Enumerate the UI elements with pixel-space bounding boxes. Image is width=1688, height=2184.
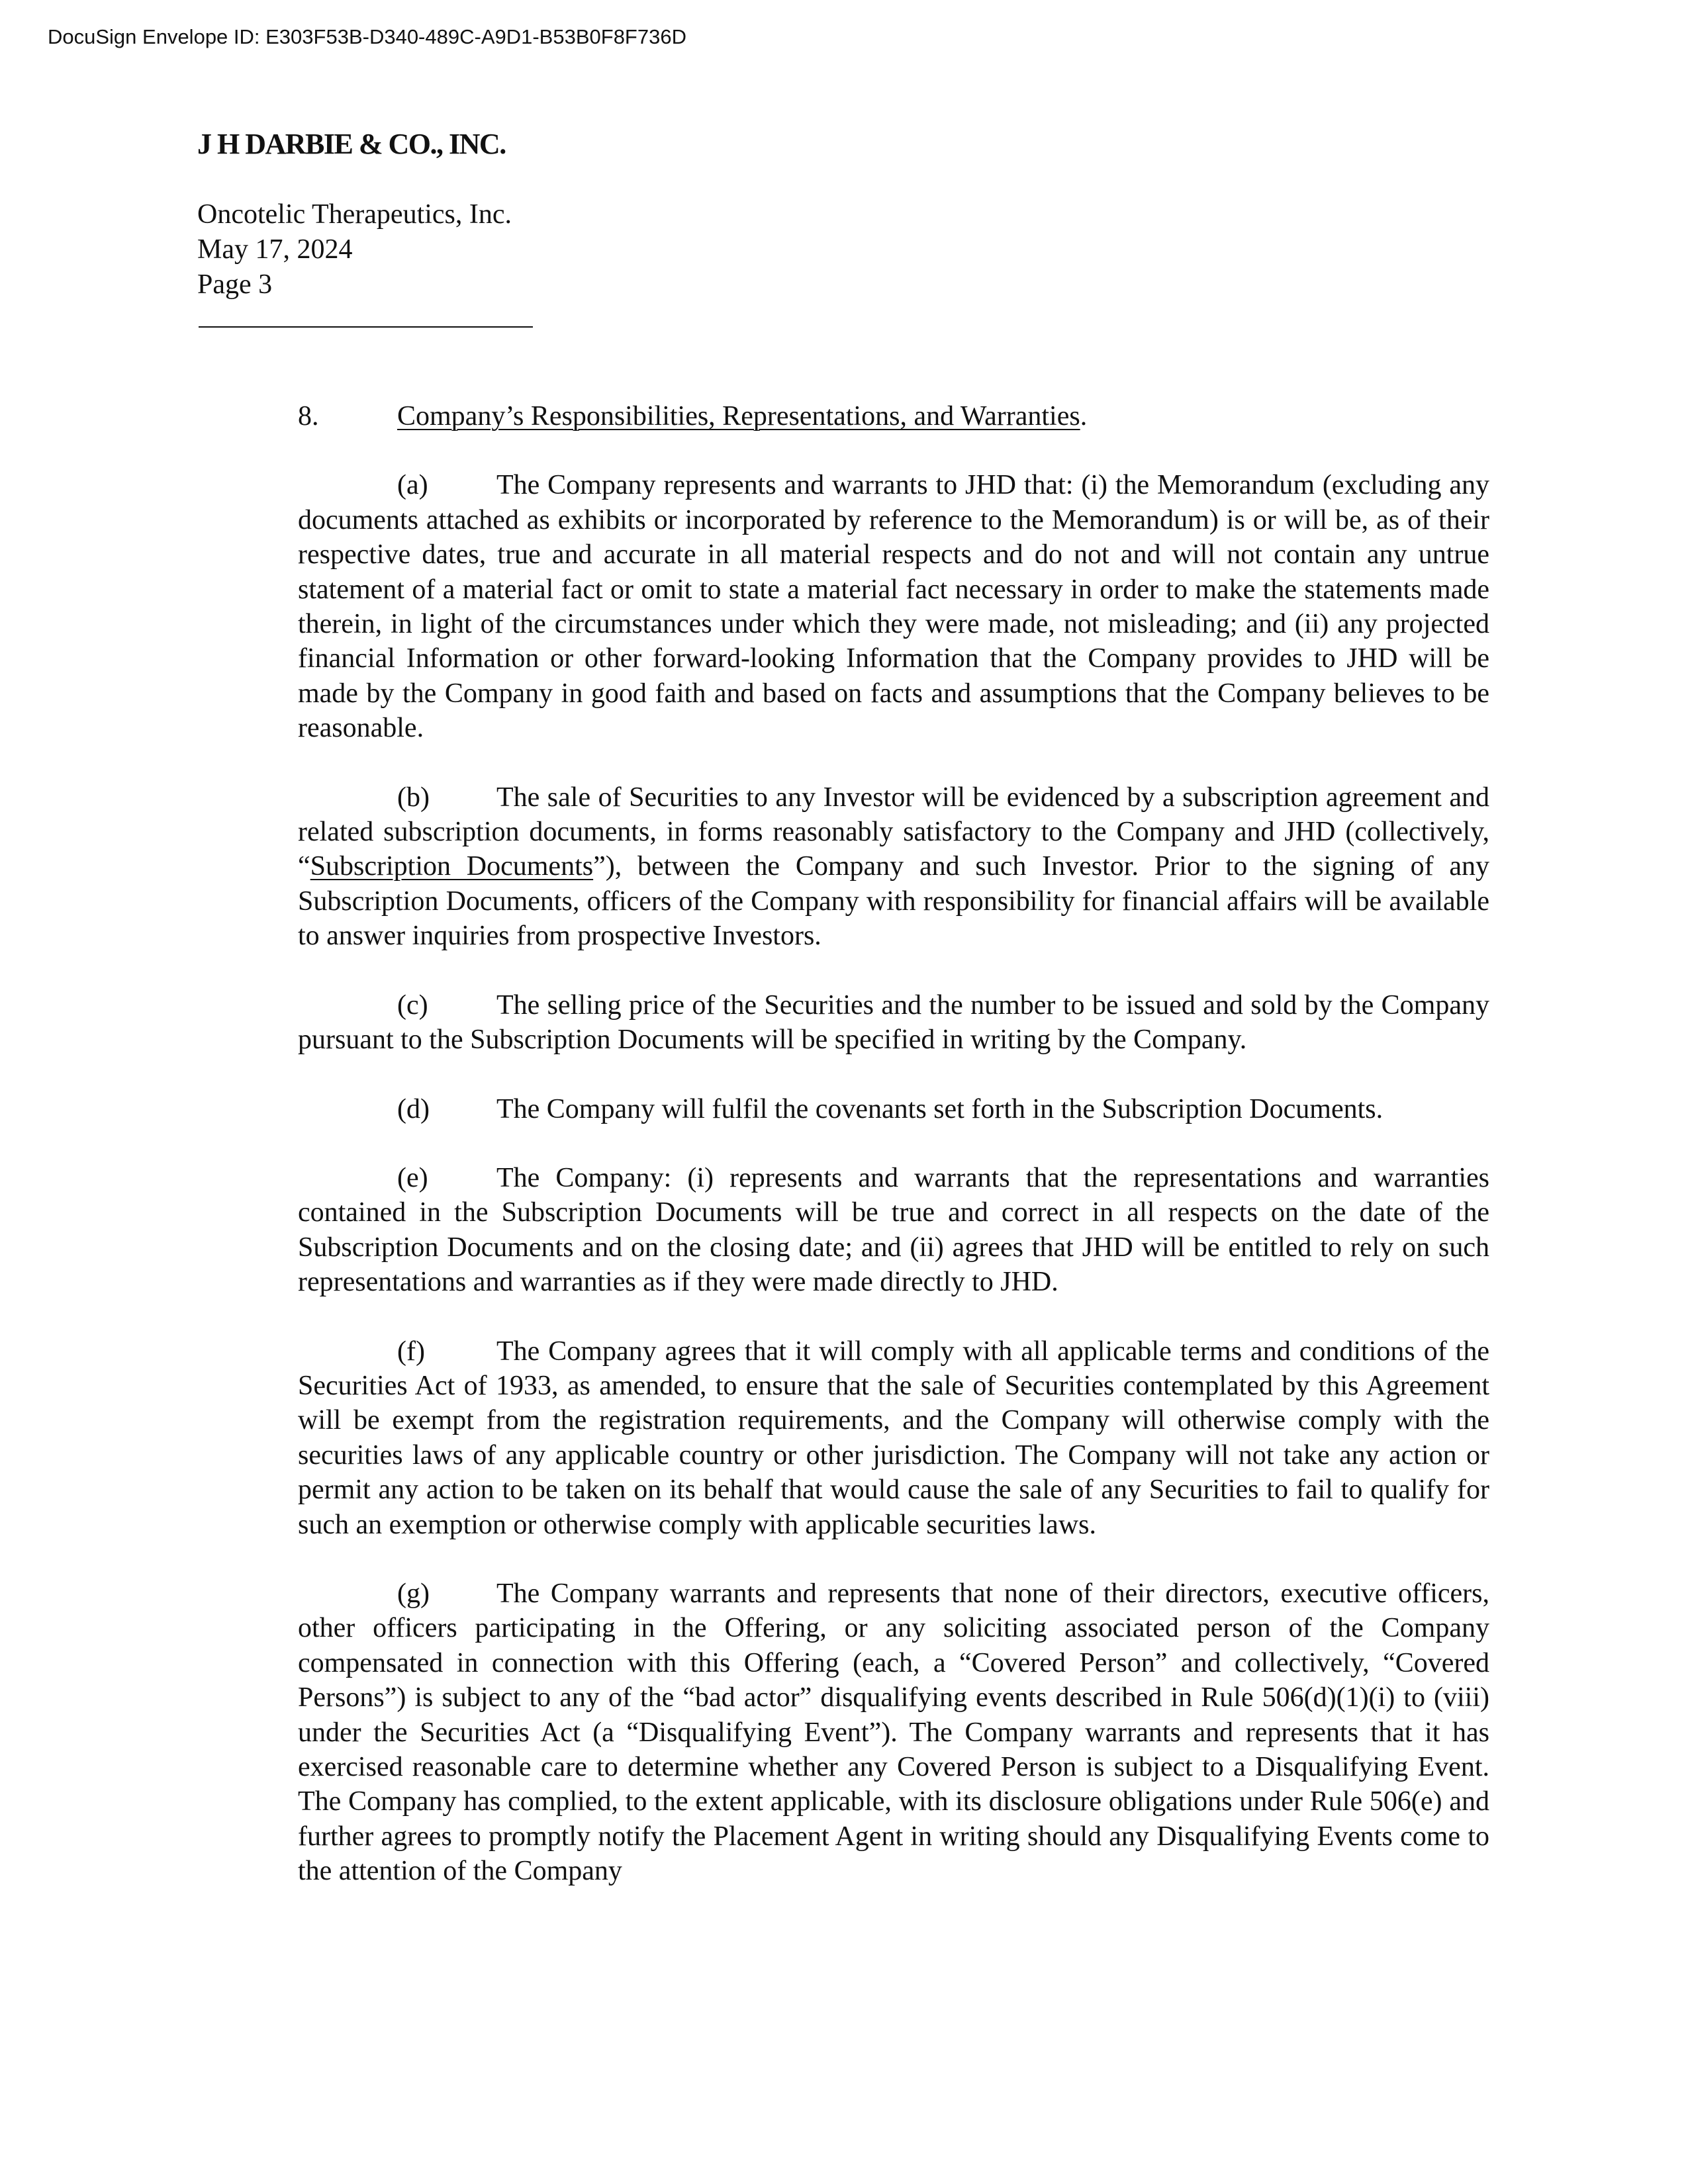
paragraph-e (298, 1161, 1489, 1300)
letter-header (197, 197, 512, 302)
letter-date: May 17, 2024 (197, 234, 353, 265)
paragraph-d (298, 1092, 1489, 1126)
document-body (298, 399, 1489, 1889)
paragraph-label: (g) (397, 1578, 430, 1609)
paragraph-text-continued: ”), between the Company and such Investor. Prior to the signing of any Subscription Documents, officers of the Company with responsibility for financial affairs will be available to answer inquiries from prospective Investors. (298, 851, 1490, 952)
recipient-company: Oncotelic Therapeutics, Inc. (197, 199, 512, 230)
paragraph-text: The sale of Securities to any Investor will be evidenced by a subscription agreement and related subscription documents, in forms reasonably satisfactory to the Company and JHD (collectively, “ (298, 782, 1489, 882)
paragraph-label: (b) (397, 782, 430, 813)
paragraph-label: (a) (397, 470, 428, 501)
paragraph-label: (d) (397, 1093, 430, 1124)
paragraph-c (298, 988, 1489, 1058)
paragraph-f (298, 1334, 1489, 1542)
section-number: 8. (298, 401, 319, 432)
section-title-period: . (1080, 401, 1088, 432)
paragraph-text: The Company represents and warrants to JHD that: (i) the Memorandum (excluding any documents attached as exhibits or incorporated by reference to the Memorandum) is or will be, as of their respective dates, true and accurate in all material respects and do not and will not contain any untrue statement of a material fact or omit to state a material fact necessary in order to make the statements made therein, in light of the circumstances under which they were made, not misleading; and (ii) any projected financial Information or other forward-looking Information that the Company provides to JHD will be made by the Company in good faith and based on facts and assumptions that the Company believes to be reasonable. (298, 470, 1489, 744)
paragraph-text: The Company: (i) represents and warrants that the representations and warranties contained in the Subscription Documents will be true and correct in all respects on the date of the Subscription Documents and on the closing date; and (ii) agrees that JHD will be entitled to rely on such representations and warranties as if they were made directly to JHD. (298, 1162, 1489, 1298)
paragraph-text: The Company agrees that it will comply with all applicable terms and conditions of the Securities Act of 1933, as amended, to ensure that the sale of Securities contemplated by this Agreement will be exempt from the registration requirements, and the Company will otherwise comply with the securities laws of any applicable country or other jurisdiction. The Company will not take any action or permit any action to be taken on its behalf that would cause the sale of any Securities to fail to qualify for such an exemption or otherwise comply with applicable securities laws. (298, 1336, 1489, 1540)
docusign-envelope-id: DocuSign Envelope ID: E303F53B-D340-489C-A9D1-B53B0F8F736D (48, 25, 686, 48)
paragraph-b (298, 780, 1489, 954)
paragraph-text: The Company will fulfil the covenants set forth in the Subscription Documents. (496, 1093, 1383, 1124)
paragraph-a (298, 468, 1489, 745)
firm-letterhead: J H DARBIE & CO., INC. (197, 128, 506, 160)
header-divider (199, 326, 533, 328)
defined-term-subscription-documents: Subscription Documents (310, 851, 594, 882)
paragraph-label: (e) (397, 1162, 428, 1193)
page-number: Page 3 (197, 269, 273, 300)
paragraph-label: (c) (397, 989, 428, 1021)
paragraph-label: (f) (397, 1336, 425, 1367)
section-title: Company’s Responsibilities, Representations, and Warranties (397, 401, 1080, 432)
paragraph-g (298, 1576, 1489, 1889)
paragraph-text: The Company warrants and represents that none of their directors, executive officers, other officers participating in the Offering, or any soliciting associated person of the Company compensated in connection with this Offering (each, a “Covered Person” and collectively, “Covered Persons”) is subject to any of the “bad actor” disqualifying events described in Rule 506(d)(1)(i) to (viii) under the Securities Act (a “Disqualifying Event”). The Company warrants and represents that it has exercised reasonable care to determine whether any Covered Person is subject to a Disqualifying Event. The Company has complied, to the extent applicable, with its disclosure obligations under Rule 506(e) and further agrees to promptly notify the Placement Agent in writing should any Disqualifying Events come to the attention of the Company (298, 1578, 1489, 1887)
section-heading (298, 399, 1489, 433)
paragraph-text: The selling price of the Securities and the number to be issued and sold by the Company pursuant to the Subscription Documents will be specified in writing by the Company. (298, 989, 1489, 1056)
